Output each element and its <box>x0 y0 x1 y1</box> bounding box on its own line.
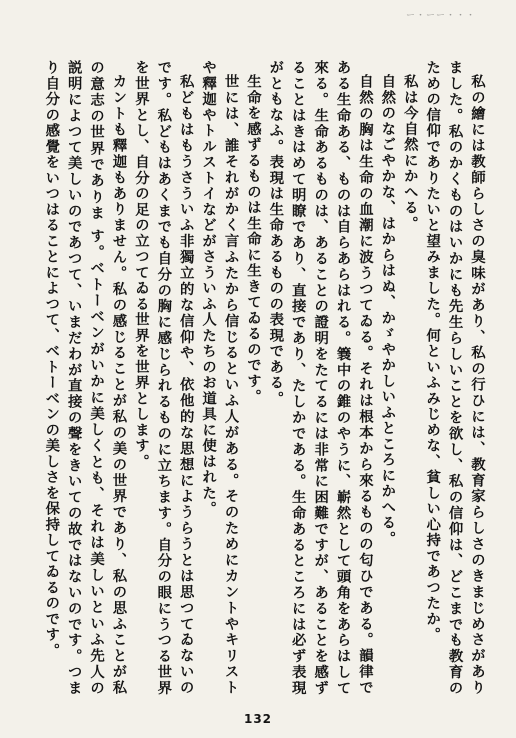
page-number: 132 <box>243 712 273 726</box>
header-mark: ー・ーー・・・ <box>405 11 476 21</box>
paragraph: 世には、誰それがかく言ふたから信じるといふ人がある。そのためにカントやキリストや釋迦やトルストイなどがさういふ人たちのお道具に使はれた。 <box>200 60 240 696</box>
paragraph: 生命を感ずるものは生命に生きてゐるのです。 <box>244 74 262 406</box>
paragraph: 私どもはもうさういふ非獨立的な信仰や、依他的な思想にようらうとは思つてゐないのです。私どもはあくまでも自分の胸に感じられるものに立ちます。自分の眼にうつる世界を世界とし、自分の足の立つてゐる世界を世界とします。 <box>132 60 195 696</box>
paragraph: カントも釋迦もありません。私の感じることが私の美の世界であり、私の思ふことが私の意志の世界でありま す。ベトーベンがいかに美しくとも、それは美しいといふ先人の説明によつて美しいのであつて、いまだわが直接の聲をきいての故ではないのです。つまり自分の感覺をいつはることによつて、ベトーベンの美しさを保持してゐるのです。 <box>43 60 128 696</box>
paragraph: 自然のなごやかな、はからはぬ、かゞやかしいふところにかへる。 <box>379 74 397 547</box>
body-text <box>26 60 488 696</box>
paragraph: 自然の胸は生命の血潮に波うつてゐる。それは根本から來るものの匂ひである。韻律である生命ある、ものは自らあらはれる。簔中の錐のやうに、嶄然として頭角をあらはして來る。生命あるものは、あることの證明をたてるには非常に困難ですが、あることを感ずることはきはめて明瞭であり、直接であり、たしかである。生命あるところには必ず表現がともなふ。表現は生命あるものの表現である。 <box>267 60 374 696</box>
paragraph: 私の繪には教師らしさの臭味があり、私の行ひには、教育家らしさのきまじめさがありました。私のかくものはいかにも先生らしいことを欲し、私の信仰は、どこまでも教育のための信仰でありたいと望みました。何といふみじめな、貧しい心持であつたか。 <box>424 60 486 696</box>
paragraph: 私は今自然にかへる。 <box>401 74 419 232</box>
